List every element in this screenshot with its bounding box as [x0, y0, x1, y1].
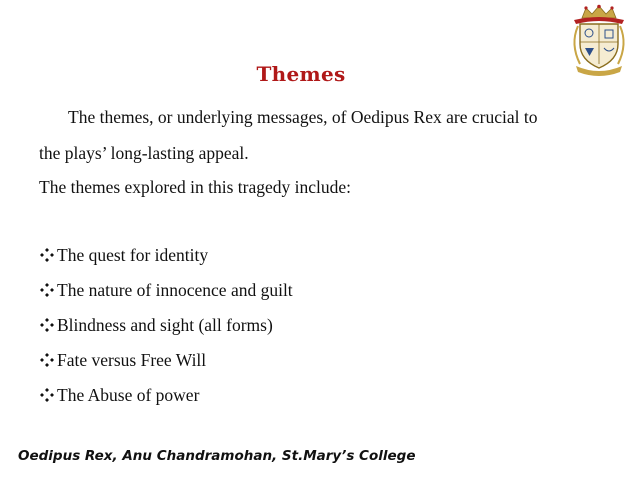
- intro-line-3: The themes explored in this tragedy include:: [39, 177, 351, 197]
- intro-line-1: The themes, or underlying messages, of Oedipus Rex are crucial to: [68, 107, 538, 127]
- four-diamond-bullet-icon: [39, 352, 55, 368]
- four-diamond-bullet-icon: [39, 387, 55, 403]
- list-item-text: Blindness and sight (all forms): [57, 315, 273, 335]
- four-diamond-bullet-icon: [39, 247, 55, 263]
- list-item: [39, 384, 293, 419]
- list-item-text: The quest for identity: [57, 245, 209, 265]
- list-item: [39, 279, 293, 314]
- themes-list: [39, 244, 293, 419]
- list-item: [39, 314, 293, 349]
- list-item: [39, 244, 293, 279]
- slide-footer: Oedipus Rex, Anu Chandramohan, St.Mary’s College: [18, 448, 416, 464]
- slide-title: Themes: [256, 62, 346, 86]
- list-item: [39, 349, 293, 384]
- list-item-text: Fate versus Free Will: [57, 350, 207, 370]
- four-diamond-bullet-icon: [39, 317, 55, 333]
- four-diamond-bullet-icon: [39, 282, 55, 298]
- list-item-text: The Abuse of power: [57, 385, 200, 405]
- list-item-text: The nature of innocence and guilt: [57, 280, 293, 300]
- intro-line-2: the plays’ long-lasting appeal.: [39, 143, 249, 163]
